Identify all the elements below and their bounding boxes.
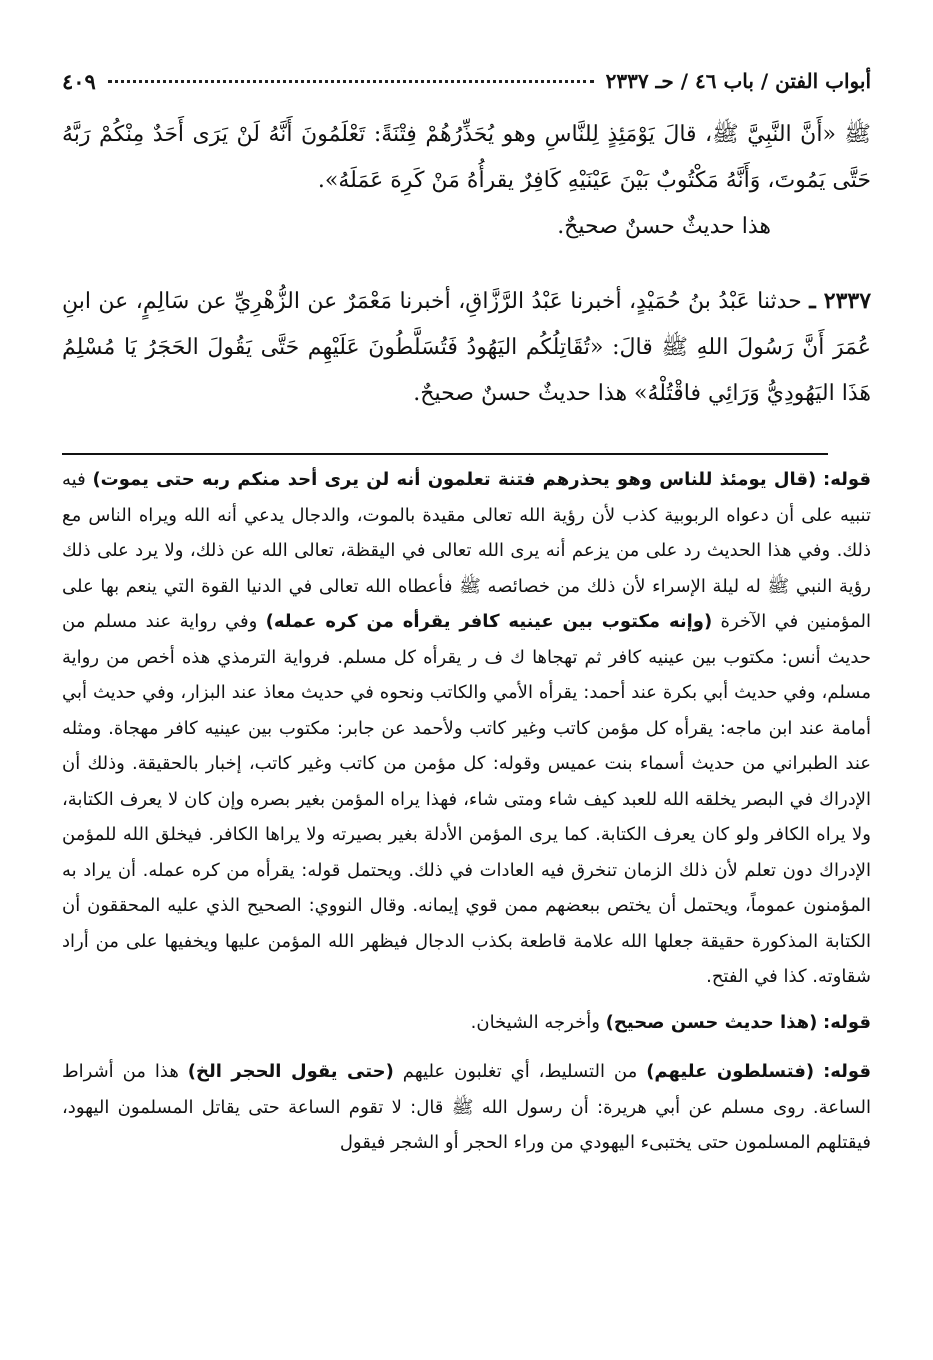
hadith-number: ٢٣٣٧ ـ <box>809 288 872 314</box>
commentary-quote: (قال يومئذ للناس وهو يحذرهم فتنة تعلمون أنه لن يرى أحد منكم ربه حتى يموت) <box>92 469 817 490</box>
running-header <box>62 62 871 100</box>
hadith-continuation <box>62 112 871 250</box>
commentary-section <box>62 462 871 1161</box>
commentary-text: من التسليط، أي تغلبون عليهم <box>402 1061 638 1082</box>
footnote-divider <box>62 453 828 455</box>
commentary-paragraph <box>62 1005 871 1041</box>
hadith-2337 <box>62 278 871 417</box>
commentary-label: قوله: <box>823 469 871 490</box>
commentary-text: وأخرجه الشيخان. <box>470 1011 600 1033</box>
hadith-paragraph <box>62 278 871 417</box>
commentary-quote: (فتسلطون عليهم) <box>646 1061 815 1082</box>
commentary-label: قوله: <box>823 1061 872 1082</box>
commentary-paragraph <box>62 1054 871 1161</box>
hadith-text: ﷺ «أَنَّ النَّبِيَّ ﷺ، قالَ يَوْمَئِذٍ لِلنَّاسِ وهو يُحَذِّرُهُمْ فِتْنَةً: تَعْلَمُونَ أَنَّهُ لَنْ يَرَى أَحَدٌ مِنْكُمْ رَبَّهُ حَتَّى يَمُوتَ، وَأَنَّهُ مَكْتُوبٌ بَيْنَ عَيْنَيْهِ كَافِرٌ يقرأُهُ مَنْ كَرِهَ عَمَلَهُ». <box>62 122 871 193</box>
commentary-quote: (وإنه مكتوب بين عينيه كافر يقرأه من كره عمله) <box>265 611 713 632</box>
page-number: ٤٠٩ <box>62 68 96 94</box>
commentary-text: فيه تنبيه على أن دعواه الربوبية كذب لأن رؤية الله تعالى مقيدة بالموت، والدجال يدعي أنه الله ويراه الناس مع ذلك. وفي هذا الحديث رد على من يزعم أنه يرى الله تعالى في اليقظة، تعالى الله عن ذلك، ولا يرد على ذلك رؤية النبي ﷺ له ليلة الإسراء لأن ذلك من خصائصه ﷺ فأعطاه الله تعالى في الدنيا القوة التي ينعم بها على المؤمنين في الآخرة <box>62 469 871 632</box>
commentary-text: هذا من أشراط الساعة. روى مسلم عن أبي هريرة: أن رسول الله ﷺ قال: لا تقوم الساعة حتى يقاتل المسلمون اليهود، فيقتلهم المسلمون حتى يختبىء اليهودي من وراء الحجر أو الشجر فيقول <box>62 1061 871 1153</box>
commentary-text: وفي رواية عند مسلم من حديث أنس: مكتوب بين عينيه كافر ثم تهجاها ك ف ر يقرأه كل مسلم. فرواية الترمذي هذه أخص من رواية مسلم، وفي حديث أبي بكرة عند أحمد: يقرأه الأمي والكاتب ونحوه في حديث معاذ عند البزار، وفي حديث أبي أمامة عند ابن ماجه: يقرأه كل مؤمن كاتب وغير كاتب ولأحمد عن جابر: مكتوب بين عينيه كافر مهجاة. ومثله عند الطبراني من حديث أسماء بنت عميس وقوله: كل مؤمن من كاتب وغير كاتب، إخبار بالحقيقة. وذلك أن الإدراك في البصر يخلقه الله للعبد كيف شاء ومتى شاء، فهذا يراه المؤمن بغير بصره وإن كان لا يعرف الكتابة، ولا يراه الكافر ولو كان يعرف الكتابة. كما يرى المؤمن الأدلة بغير بصيرته ولا يراها الكافر. فيخلق الله للمؤمن الإدراك دون تعلم لأن ذلك الزمان تنخرق فيه العادات في ذلك. ويحتمل قوله: يقرأه من كره عمله. أن يراد به المؤمنون عموماً، ويحتمل أن يختص ببعضهم ممن قوي إيمانه. وقال النووي: الصحيح الذي عليه المحققون أن الكتابة المذكورة حقيقة جعلها الله علامة قاطعة بكذب الدجال فيظهر الله المؤمن عليها ويخفيها على من أراد شقاوته. كذا في الفتح. <box>62 611 871 987</box>
commentary-quote: (حتى يقول الحجر الخ) <box>187 1061 394 1082</box>
hadith-grade: هذا حديثٌ حسنٌ صحيحٌ. <box>557 214 771 239</box>
header-dotted-leader <box>108 80 594 83</box>
running-title: أبواب الفتن / باب ٤٦ / حـ ٢٣٣٧ <box>605 69 871 93</box>
commentary-paragraph <box>62 462 871 995</box>
hadith-text: حدثنا عَبْدُ بنُ حُمَيْدٍ، أخبرنا عَبْدُ الرَّزَّاقِ، أخبرنا مَعْمَرٌ عن الزُّهْرِيِّ عن سَالِمٍ، عن ابنِ عُمَرَ أَنَّ رَسُولَ اللهِ ﷺ قالَ: «تُقَاتِلُكُم اليَهُودُ فَتُسَلَّطُونَ عَلَيْهِم حَتَّى يَقُولَ الحَجَرُ يَا مُسْلِمُ هَذَا اليَهُودِيُّ وَرَائِي فاقْتُلْهُ» هذا حديثٌ حسنٌ صحيحٌ. <box>62 289 871 406</box>
commentary-quote: (هذا حديث حسن صحيح) <box>605 1011 818 1033</box>
commentary-label: قوله: <box>823 1011 871 1033</box>
